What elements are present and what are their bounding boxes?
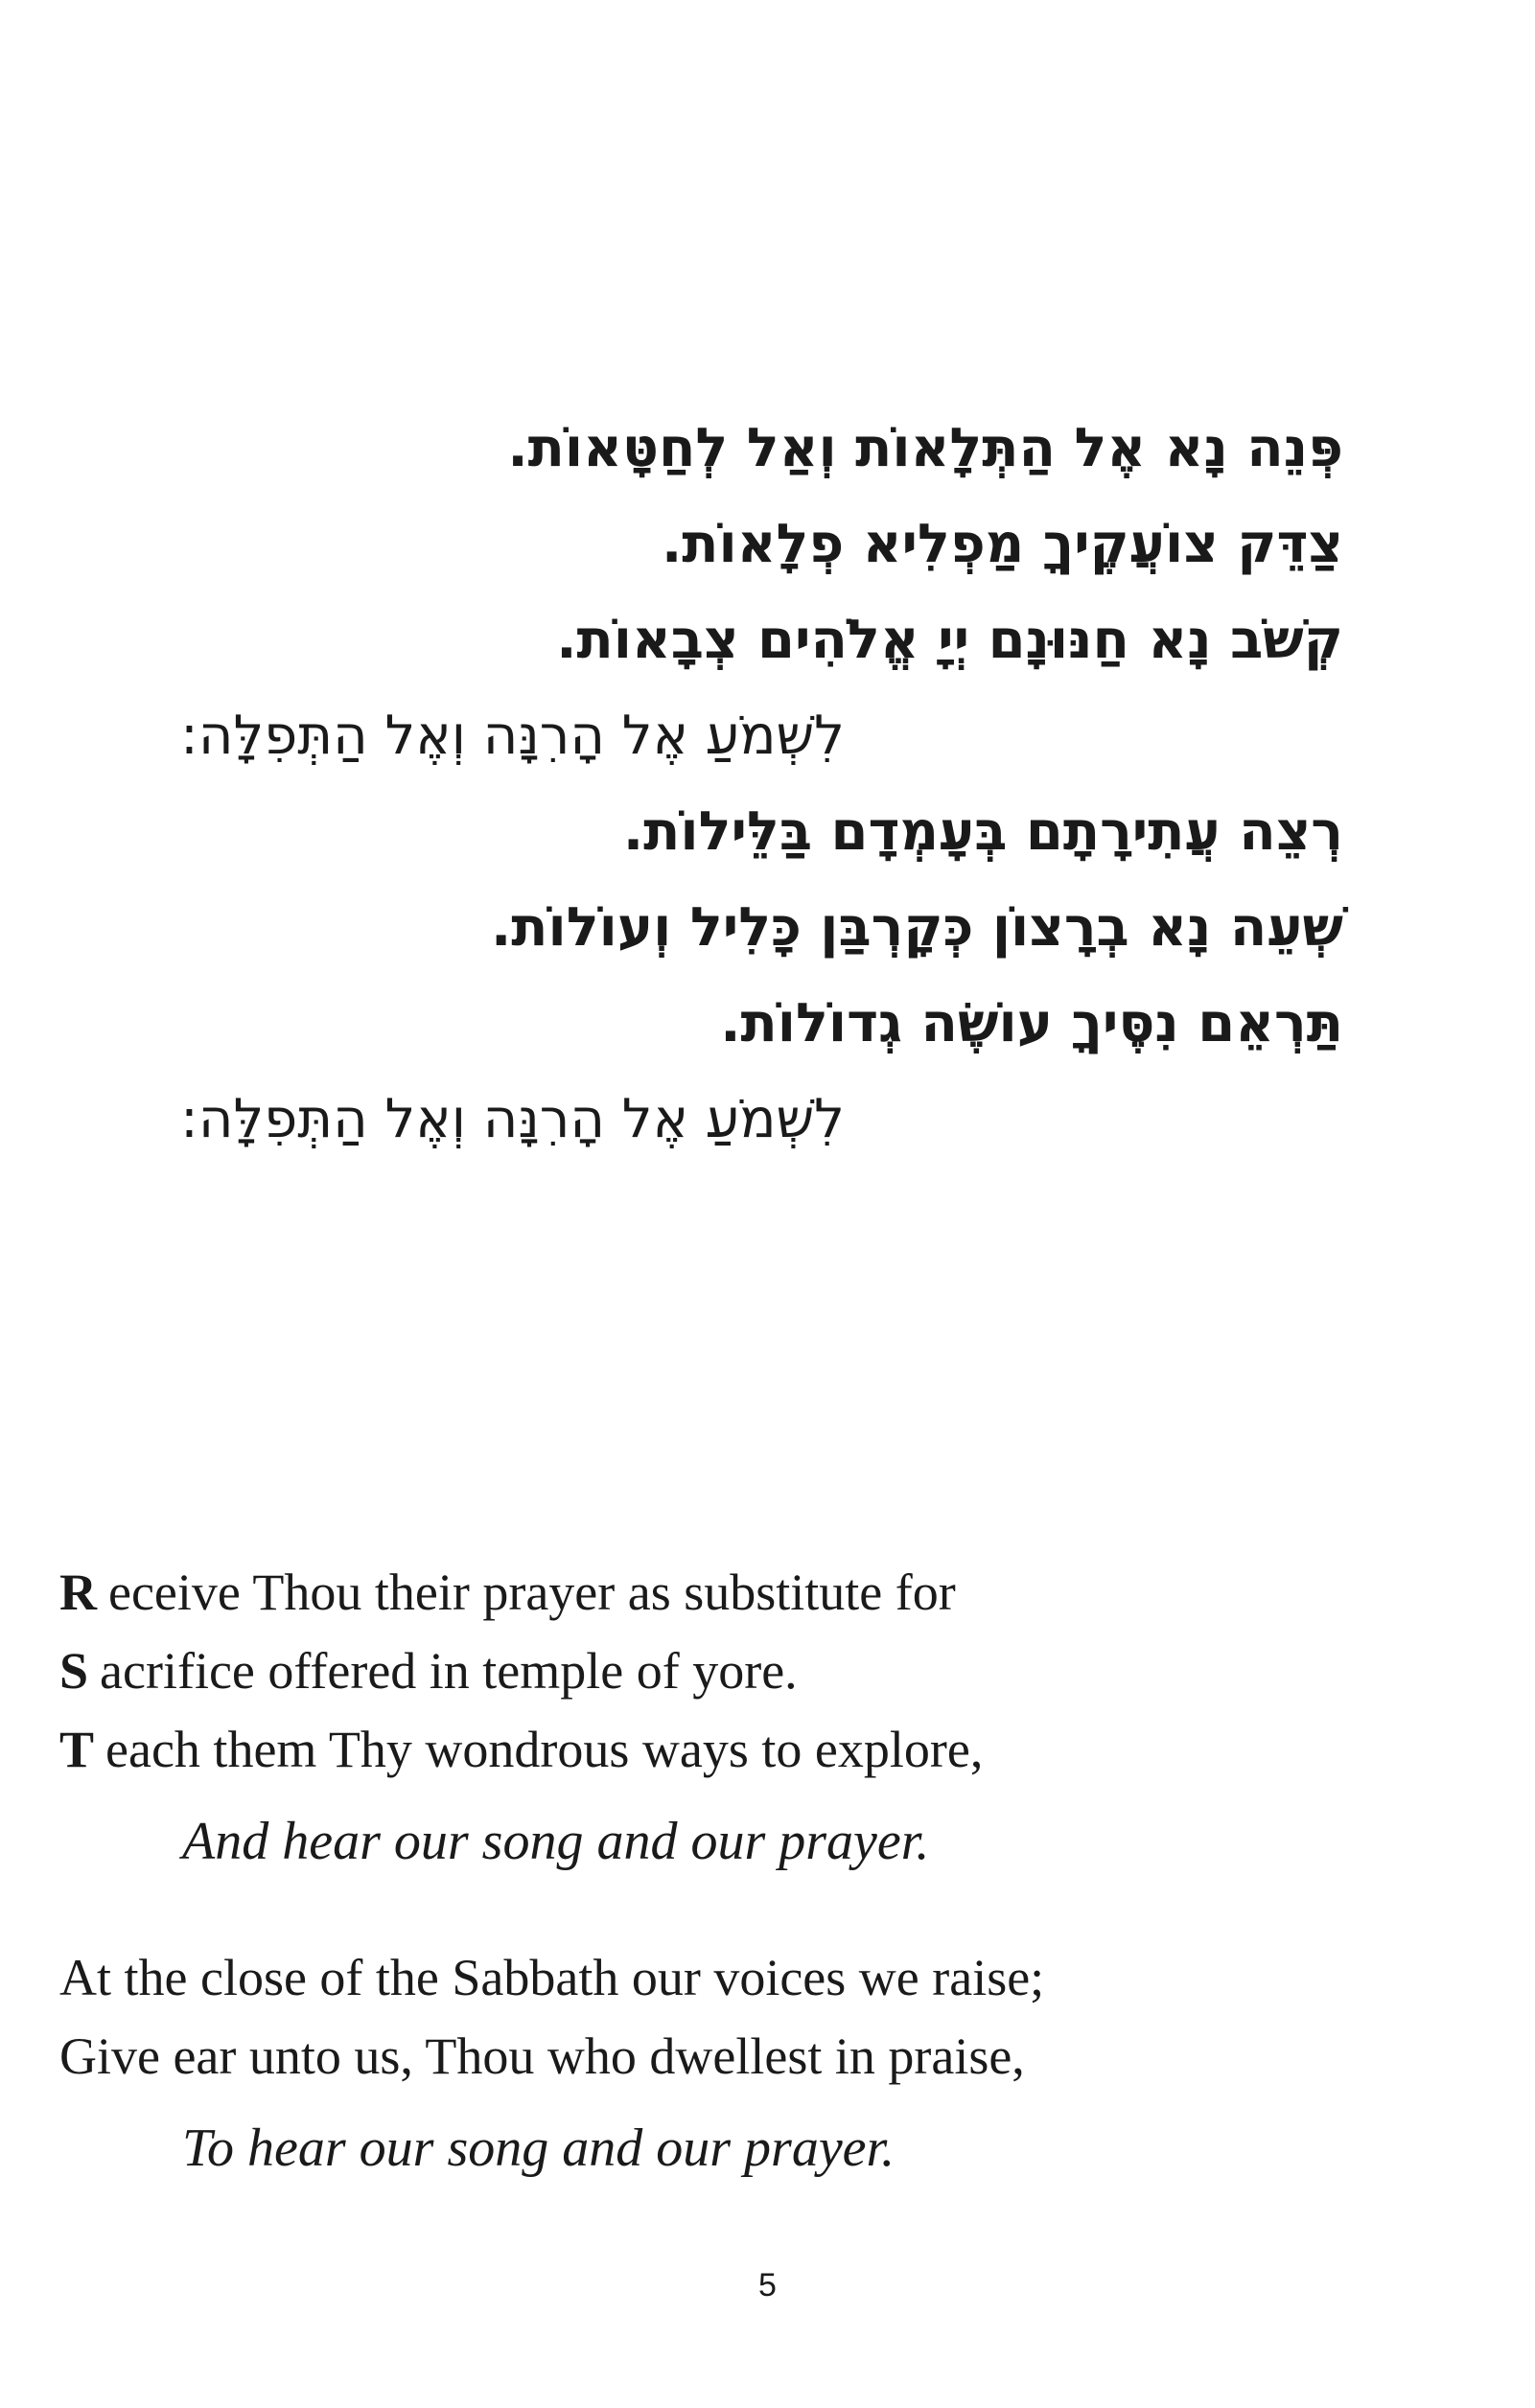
english-stanza-2	[59, 1938, 1478, 2188]
hebrew-line-2: צַדֵּק צוֹעֲקֶיךָ מַפְלִיא פְלָאוֹת.	[662, 513, 1343, 575]
acrostic-initial: T	[59, 1721, 95, 1778]
english-line	[59, 1710, 1478, 1789]
line-text: each them Thy wondrous ways to explore,	[105, 1721, 984, 1778]
hebrew-poem	[97, 401, 1343, 1168]
hebrew-line-1: פְּנֵה נָא אֶל הַתְּלָאוֹת וְאַל לְחַטָּאוֹת.	[507, 417, 1343, 479]
english-line	[59, 1632, 1478, 1710]
english-stanza-1	[59, 1553, 1478, 1881]
line-text: acrifice offered in temple of yore.	[100, 1642, 798, 1700]
hebrew-line-5: רְצֵה עֲתִירָתָם בְּעָמְדָם בַּלֵּילוֹת.	[622, 800, 1343, 863]
english-line: At the close of the Sabbath our voices we raise;	[59, 1949, 1045, 2006]
line-text: eceive Thou their prayer as substitute for	[108, 1563, 956, 1621]
english-refrain-2: To hear our song and our prayer.	[182, 2119, 895, 2178]
page-number: 5	[758, 2267, 777, 2304]
acrostic-initial: S	[59, 1642, 89, 1700]
english-translation	[59, 1553, 1478, 2245]
hebrew-refrain-1: לִשְׁמֹעַ אֶל הָרִנָּה וְאֶל הַתְּפִלָּה:	[180, 705, 845, 767]
english-line: Give ear unto us, Thou who dwellest in praise,	[59, 2027, 1025, 2085]
hebrew-line-7: תַּרְאֵם נִסֶּיךָ עוֹשֶׂה גְדוֹלוֹת.	[720, 992, 1343, 1054]
english-line	[59, 1553, 1478, 1632]
hebrew-line-3: קְשֹׁב נָא חַנּוּנָם יְיָ אֱלֹהִים צְבָאוֹת.	[556, 609, 1343, 671]
hebrew-line-6: שְׁעֵה נָא בְרָצוֹן כְּקָרְבַּן כָּלִיל וְעוֹלוֹת.	[490, 896, 1343, 959]
acrostic-initial: R	[59, 1563, 97, 1621]
english-refrain-1: And hear our song and our prayer.	[182, 1812, 930, 1871]
hebrew-refrain-2: לִשְׁמֹעַ אֶל הָרִנָּה וְאֶל הַתְּפִלָּה:	[180, 1088, 845, 1150]
